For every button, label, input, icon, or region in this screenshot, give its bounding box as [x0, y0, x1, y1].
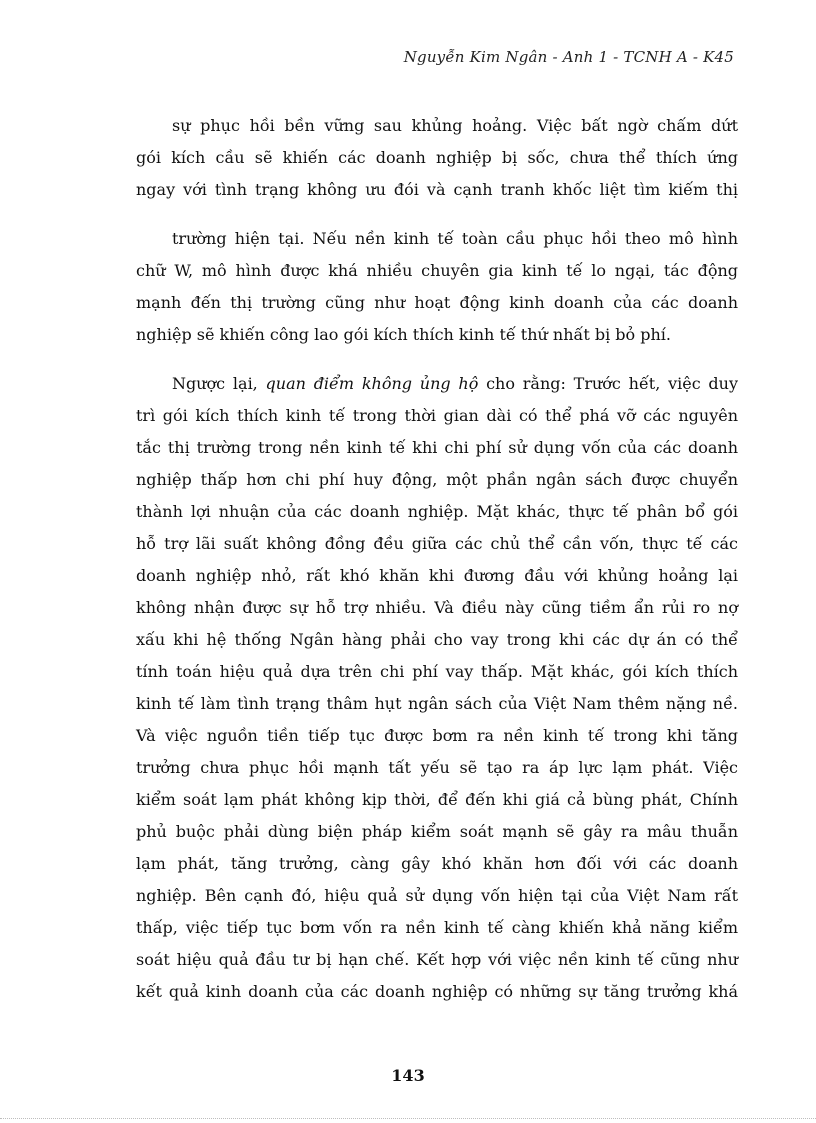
paragraph-3-line-7: doanh nghiệp nhỏ, rất khó khăn khi đương đầu với khủng hoảng lại: [136, 566, 738, 585]
paragraph-3-suffix: cho rằng: Trước hết, việc duy: [478, 374, 738, 393]
page-bottom-divider: [0, 1118, 816, 1119]
paragraph-3-italic-phrase: quan điểm không ủng hộ: [265, 374, 479, 393]
running-header: Nguyễn Kim Ngân - Anh 1 - TCNH A - K45: [403, 48, 734, 66]
page-number: 143: [391, 1066, 425, 1085]
paragraph-1-line-3: ngay với tình trạng không ưu đói và cạnh tranh khốc liệt tìm kiếm thị: [136, 180, 738, 199]
paragraph-1-line-2: gói kích cầu sẽ khiến các doanh nghiệp bị sốc, chưa thể thích ứng: [136, 148, 738, 167]
paragraph-2-line-4: nghiệp sẽ khiến công lao gói kích thích kinh tế thứ nhất bị bỏ phí.: [136, 325, 672, 344]
paragraph-3-prefix: Ngược lại,: [172, 374, 266, 393]
paragraph-3-line-8: không nhận được sự hỗ trợ nhiều. Và điều này cũng tiềm ẩn rủi ro nợ: [136, 598, 738, 617]
paragraph-3-line-16: lạm phát, tăng trưởng, càng gây khó khăn hơn đối với các doanh: [136, 854, 738, 873]
paragraph-3-line-20: kết quả kinh doanh của các doanh nghiệp có những sự tăng trưởng khá: [136, 982, 738, 1001]
paragraph-3-line-1: [172, 374, 738, 394]
paragraph-3-line-18: thấp, việc tiếp tục bơm vốn ra nền kinh tế càng khiến khả năng kiểm: [136, 918, 738, 937]
paragraph-3-line-2: trì gói kích thích kinh tế trong thời gian dài có thể phá vỡ các nguyên: [136, 406, 738, 425]
paragraph-3-line-17: nghiệp. Bên cạnh đó, hiệu quả sử dụng vốn hiện tại của Việt Nam rất: [136, 886, 738, 905]
paragraph-3-line-19: soát hiệu quả đầu tư bị hạn chế. Kết hợp với việc nền kinh tế cũng như: [136, 950, 738, 969]
paragraph-3-line-4: nghiệp thấp hơn chi phí huy động, một phần ngân sách được chuyển: [136, 470, 738, 489]
paragraph-3-line-15: phủ buộc phải dùng biện pháp kiểm soát mạnh sẽ gây ra mâu thuẫn: [136, 822, 738, 841]
paragraph-2-line-3: mạnh đến thị trường cũng như hoạt động kinh doanh của các doanh: [136, 293, 738, 312]
paragraph-3-line-3: tắc thị trường trong nền kinh tế khi chi phí sử dụng vốn của các doanh: [136, 438, 738, 457]
paragraph-3-line-13: trưởng chưa phục hồi mạnh tất yếu sẽ tạo ra áp lực lạm phát. Việc: [136, 758, 738, 777]
paragraph-3-line-12: Và việc nguồn tiền tiếp tục được bơm ra nền kinh tế trong khi tăng: [136, 726, 738, 745]
paragraph-2-line-2: chữ W, mô hình được khá nhiều chuyên gia kinh tế lo ngại, tác động: [136, 261, 738, 280]
paragraph-3-line-14: kiểm soát lạm phát không kịp thời, để đến khi giá cả bùng phát, Chính: [136, 790, 738, 809]
paragraph-3-line-11: kinh tế làm tình trạng thâm hụt ngân sách của Việt Nam thêm nặng nề.: [136, 694, 738, 713]
paragraph-3-line-6: hỗ trợ lãi suất không đồng đều giữa các chủ thể cần vốn, thực tế các: [136, 534, 738, 553]
paragraph-1-line-1: sự phục hồi bền vững sau khủng hoảng. Việc bất ngờ chấm dứt: [172, 116, 738, 135]
paragraph-2-line-1: trường hiện tại. Nếu nền kinh tế toàn cầu phục hồi theo mô hình: [172, 229, 738, 248]
paragraph-3-line-10: tính toán hiệu quả dựa trên chi phí vay thấp. Mặt khác, gói kích thích: [136, 662, 738, 681]
paragraph-3-line-5: thành lợi nhuận của các doanh nghiệp. Mặt khác, thực tế phân bổ gói: [136, 502, 738, 521]
paragraph-3-line-9: xấu khi hệ thống Ngân hàng phải cho vay trong khi các dự án có thể: [136, 630, 738, 649]
